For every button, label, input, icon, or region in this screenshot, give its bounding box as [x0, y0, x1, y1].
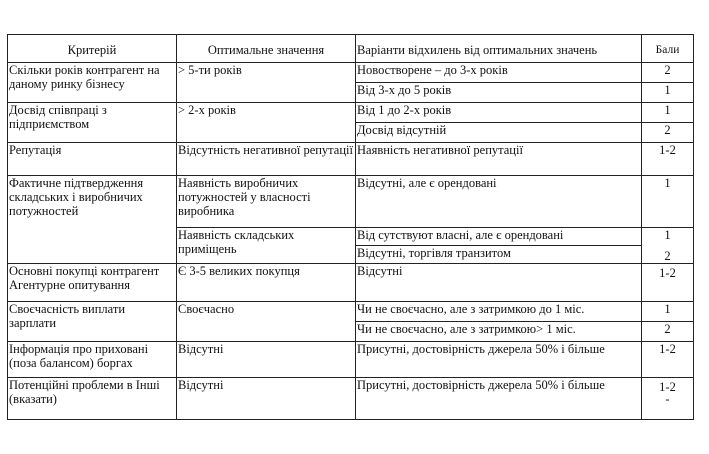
criterion-cell: Потенційні проблеми в Інші (вказати) [8, 378, 177, 420]
optimal-cell: Відсутні [177, 378, 356, 420]
score-dash: - [665, 392, 670, 406]
optimal-cell: Наявність виробничих потужностей у власності виробника [177, 176, 356, 228]
score-cell: 1 [642, 176, 694, 228]
criterion-cell: Скільки років контрагент на даному ринку бізнесу [8, 63, 177, 103]
score-cell: 1-2 [642, 342, 694, 378]
header-criteria: Критерій [8, 35, 177, 63]
criterion-cell: Інформація про приховані (поза балансом) боргах [8, 342, 177, 378]
deviation-cell: Відсутні [356, 264, 642, 302]
deviation-cell: Відсутні, але є орендовані [356, 176, 642, 228]
criterion-cell: Досвід співпраці з підприємством [8, 103, 177, 143]
optimal-cell: Відсутні [177, 342, 356, 378]
table-row [8, 143, 694, 176]
table-row [8, 176, 694, 228]
table-row [8, 63, 694, 83]
score-cell: 1 [642, 103, 694, 123]
header-score: Бали [642, 35, 694, 63]
criterion-cell: Репутація [8, 143, 177, 176]
table-row [8, 378, 694, 420]
optimal-cell: > 2-х років [177, 103, 356, 143]
deviation-cell: Відсутні, торгівля транзитом [356, 246, 642, 264]
header-deviations: Варіанти відхилень від оптимальних значень [356, 35, 642, 63]
deviation-cell: Новостворене – до 3-х років [356, 63, 642, 83]
score-value: 1-2 [659, 380, 676, 394]
table-row [8, 264, 694, 302]
deviation-cell: Присутні, достовірність джерела 50% і більше [356, 342, 642, 378]
optimal-cell: Наявність складських приміщень [177, 228, 356, 264]
criteria-table [7, 34, 694, 420]
deviation-cell: Присутні, достовірність джерела 50% і більше [356, 378, 642, 420]
table-row [8, 103, 694, 123]
score-cell: 1 [642, 228, 694, 246]
criterion-cell: Фактичне підтвердження складських і виробничих потужностей [8, 176, 177, 264]
deviation-cell: Наявність негативної репутації [356, 143, 642, 176]
table-row [8, 302, 694, 322]
score-cell: 2 [642, 123, 694, 143]
score-cell: 2 [642, 63, 694, 83]
table-row [8, 342, 694, 378]
deviation-cell: Від 1 до 2-х років [356, 103, 642, 123]
optimal-cell: Є 3-5 великих покупця [177, 264, 356, 302]
optimal-cell: > 5-ти років [177, 63, 356, 103]
optimal-cell: Відсутність негативної репутації [177, 143, 356, 176]
score-cell: 1-2 [642, 143, 694, 176]
score-cell: 2 [642, 322, 694, 342]
score-cell: 1-2 [642, 264, 694, 302]
deviation-cell: Від 3-х до 5 років [356, 83, 642, 103]
deviation-cell: Від сутствуют власні, але є орендовані [356, 228, 642, 246]
deviation-cell: Чи не своєчасно, але з затримкою> 1 міс. [356, 322, 642, 342]
score-cell: 1 [642, 83, 694, 103]
criterion-cell: Своєчасність виплати зарплати [8, 302, 177, 342]
optimal-cell: Своєчасно [177, 302, 356, 342]
header-optimal: Оптимальне значення [177, 35, 356, 63]
score-cell: 1 [642, 302, 694, 322]
score-cell [642, 378, 694, 420]
deviation-cell: Чи не своєчасно, але з затримкою до 1 міс. [356, 302, 642, 322]
deviation-cell: Досвід відсутній [356, 123, 642, 143]
score-cell: 2 [642, 246, 694, 264]
criterion-cell: Основні покупці контрагент Агентурне опитування [8, 264, 177, 302]
header-row [8, 35, 694, 63]
